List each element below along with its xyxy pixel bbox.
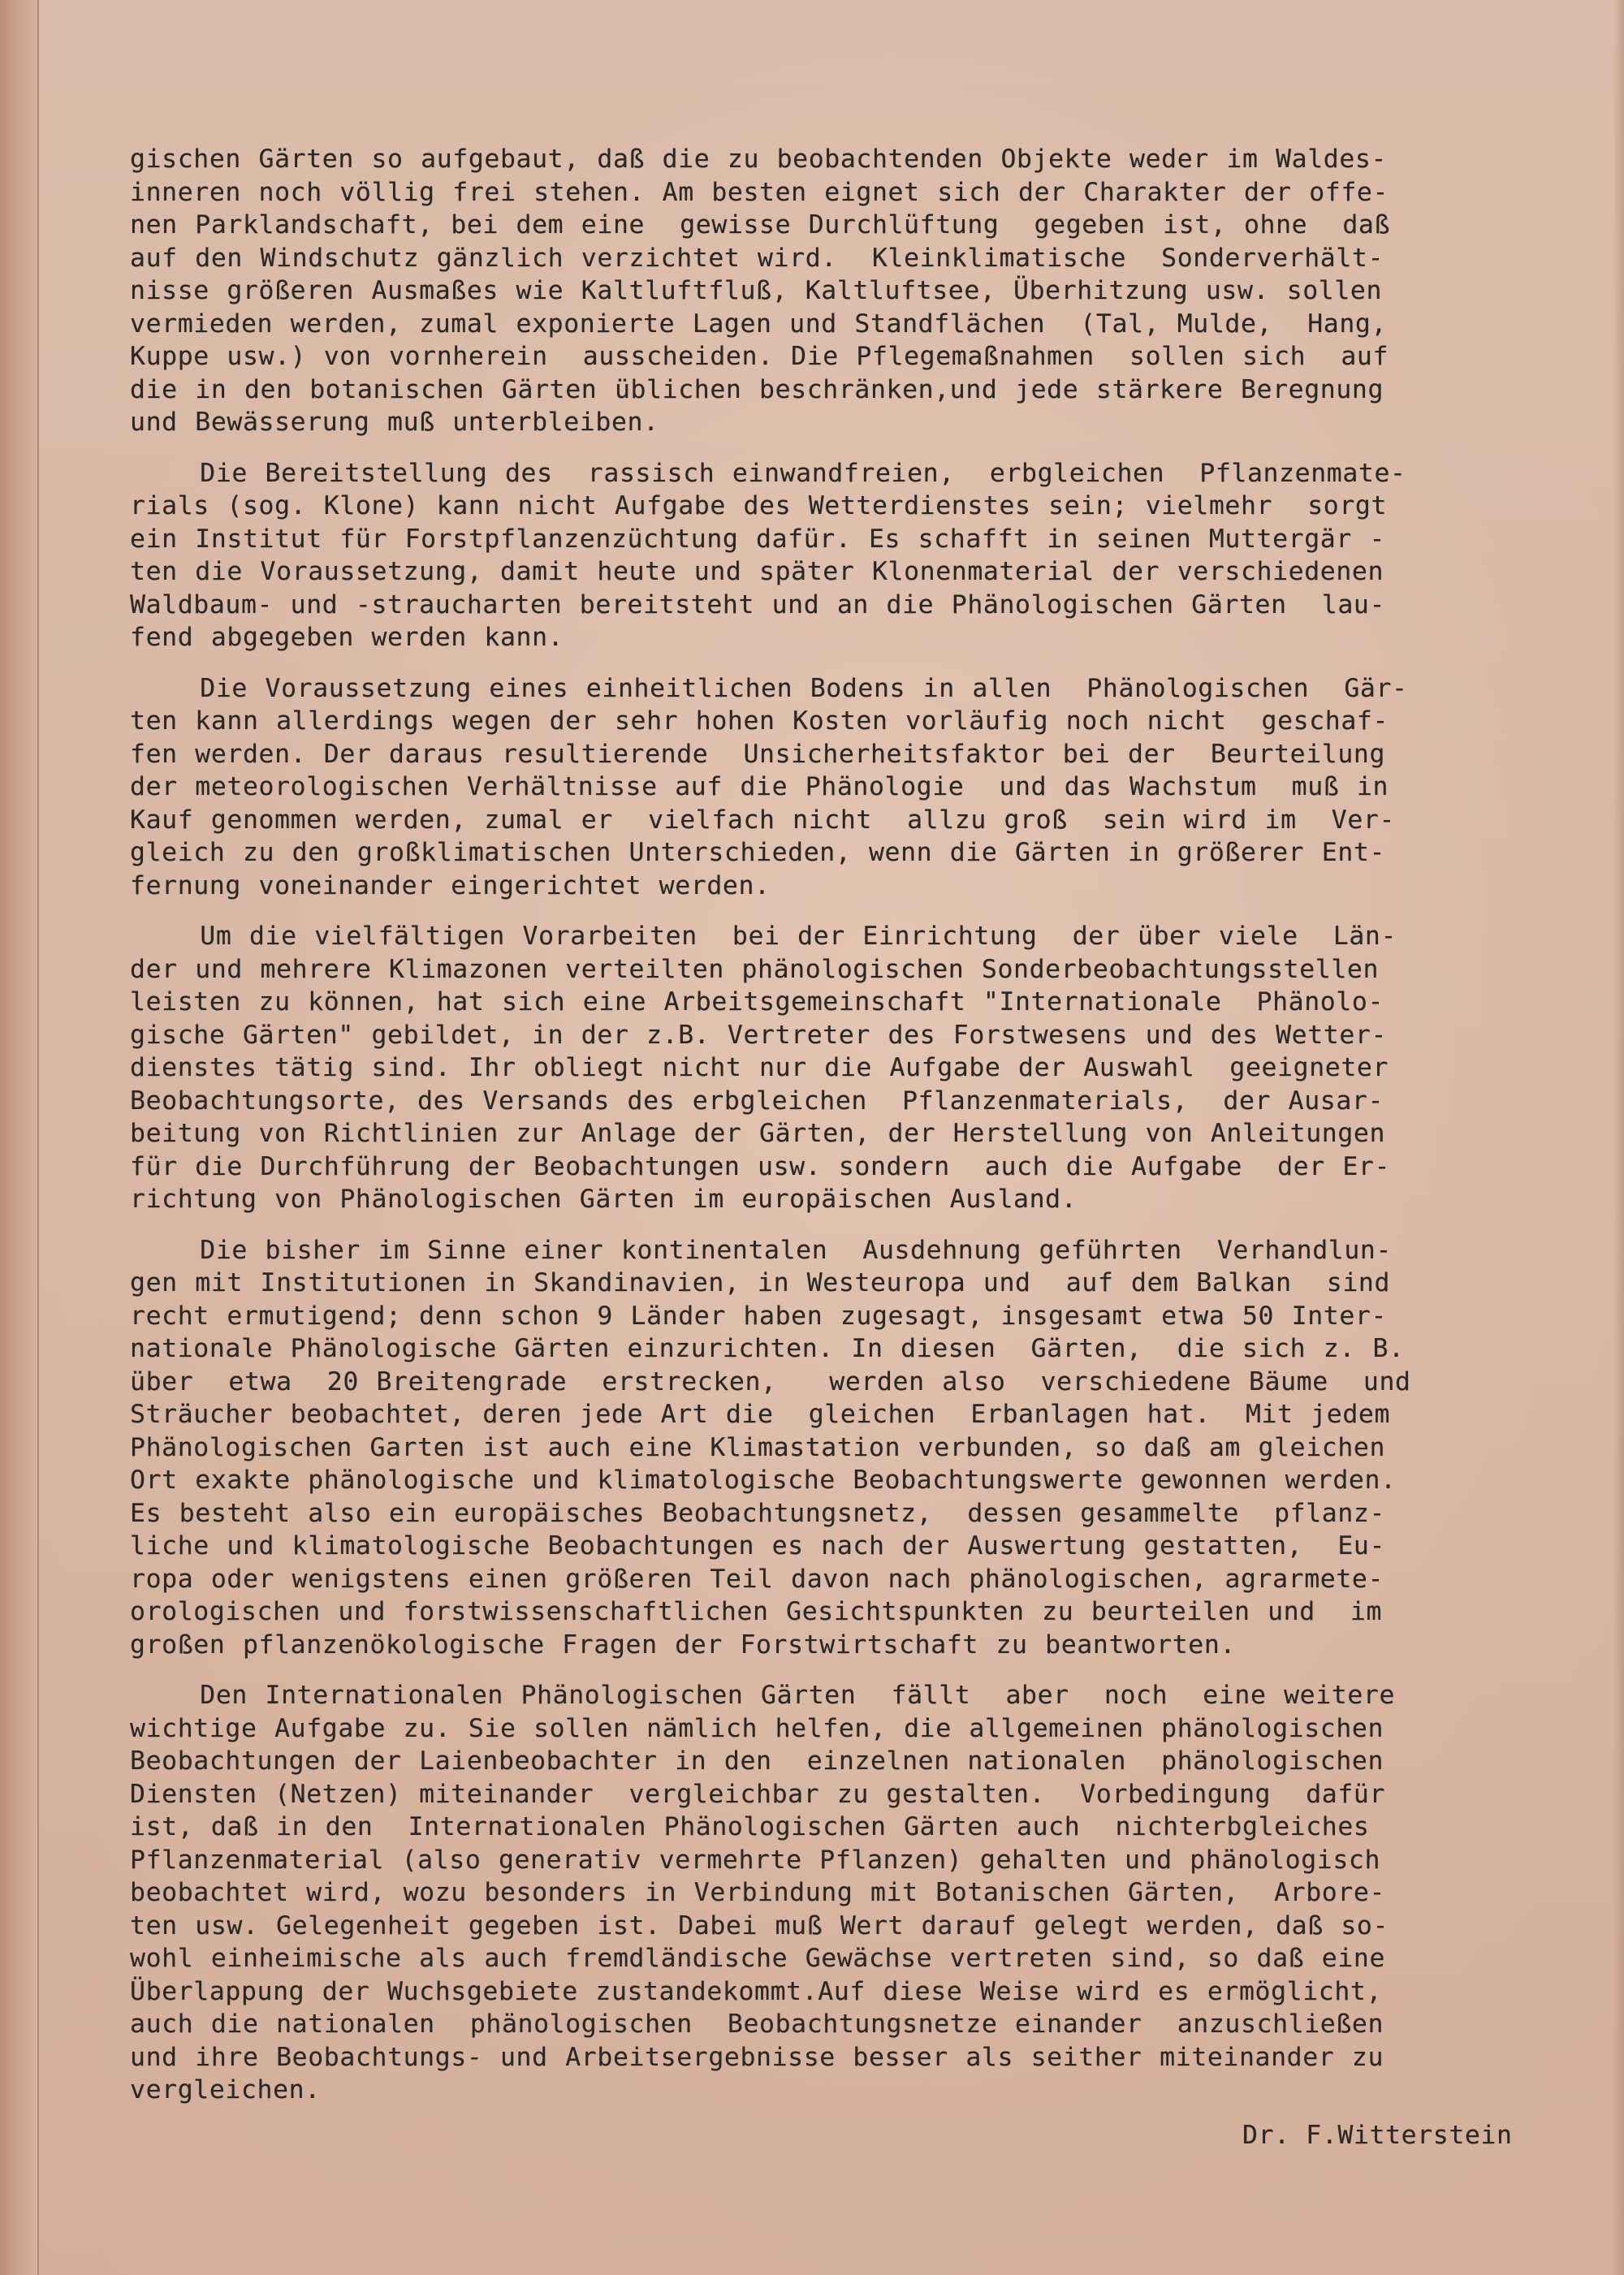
text-line: auf den Windschutz gänzlich verzichtet wird. Kleinklimatische Sonderverhält- [130,243,1384,273]
text-line: Pflanzenmaterial (also generativ vermehrte Pflanzen) gehalten und phänologisch [130,1845,1381,1875]
page-edge-shadow [1613,0,1624,2275]
text-line: Ort exakte phänologische und klimatologische Beobachtungswerte gewonnen werden. [130,1466,1397,1495]
text-line: großen pflanzenökologische Fragen der Forstwirtschaft zu beantworten. [130,1630,1236,1660]
text-line: Überlappung der Wuchsgebiete zustandekommt.Auf diese Weise wird es ermöglicht, [130,1976,1383,2006]
paragraph-gap [130,654,1571,672]
text-line: fernung voneinander eingerichtet werden. [130,870,771,900]
text-line: Die Voraussetzung eines einheitlichen Bodens in allen Phänologischen Gär- [130,673,1408,703]
text-line: beobachtet wird, wozu besonders in Verbindung mit Botanischen Gärten, Arbore- [130,1878,1386,1907]
paragraph-gap [130,439,1571,457]
text-line: leisten zu können, hat sich eine Arbeitsgemeinschaft "Internationale Phänolo- [130,987,1384,1017]
text-line: nationale Phänologische Gärten einzurichten. In diesen Gärten, die sich z. B. [130,1334,1405,1363]
paragraph-gap [130,1661,1571,1679]
text-line: Um die vielfältigen Vorarbeiten bei der Einrichtung der über viele Län- [130,922,1397,951]
text-line: richtung von Phänologischen Gärten im europäischen Ausland. [130,1185,1078,1214]
text-line: fen werden. Der daraus resultierende Unsicherheitsfaktor bei der Beurteilung [130,739,1386,769]
text-line: über etwa 20 Breitengrade erstrecken, werden also verschiedene Bäume und [130,1366,1411,1397]
paragraph [130,920,1571,1216]
text-line: gleich zu den großklimatischen Unterschieden, wenn die Gärten in größerer Ent- [130,838,1386,867]
text-line: ein Institut für Forstpflanzenzüchtung dafür. Es schafft in seinen Muttergär - [130,524,1386,554]
text-line: nen Parklandschaft, bei dem eine gewisse Durchlüftung gegeben ist, ohne daß [130,210,1391,240]
paragraph [130,1234,1571,1662]
text-line: Kuppe usw.) von vornherein ausscheiden. Die Pflegemaßnahmen sollen sich auf [130,342,1389,371]
text-line: und Bewässerung muß unterbleiben. [130,408,659,437]
text-line: Phänologischen Garten ist auch eine Klimastation verbunden, so daß am gleichen [130,1432,1386,1462]
text-line: liche und klimatologische Beobachtungen es nach der Auswertung gestatten, Eu- [130,1531,1386,1561]
text-line: Es besteht also ein europäisches Beobachtungsnetz, dessen gesammelte pflanz- [130,1498,1386,1528]
paragraph-gap [130,902,1571,920]
text-line: inneren noch völlig frei stehen. Am besten eignet sich der Charakter der offe- [130,177,1389,207]
paragraph [130,672,1571,903]
text-line: nisse größeren Ausmaßes wie Kaltluftfluß, Kaltluftsee, Überhitzung usw. sollen [130,276,1383,305]
text-line: ropa oder wenigstens einen größeren Teil davon nach phänologischen, agrarmete- [130,1564,1384,1594]
text-line: Waldbaum- und -straucharten bereitsteht und an die Phänologischen Gärten lau- [130,589,1386,619]
text-line: beitung von Richtlinien zur Anlage der Gärten, der Herstellung von Anleitungen [130,1119,1386,1148]
text-line: orologischen und forstwissenschaftlichen Gesichtspunkten zu beurteilen und im [130,1597,1383,1626]
text-line: rials (sog. Klone) kann nicht Aufgabe des Wetterdienstes sein; vielmehr sorgt [130,491,1388,520]
text-line: wichtige Aufgabe zu. Sie sollen nämlich helfen, die allgemeinen phänologischen [130,1713,1384,1743]
text-line: fend abgegeben werden kann. [130,623,564,652]
text-line: der meteorologischen Verhältnisse auf die Phänologie und das Wachstum muß in [130,772,1389,801]
text-line: Den Internationalen Phänologischen Gärten fällt aber noch eine weitere [130,1681,1396,1710]
text-line: dienstes tätig sind. Ihr obliegt nicht nur die Aufgabe der Auswahl geeigneter [130,1053,1389,1082]
text-line: Beobachtungsorte, des Versands des erbgleichen Pflanzenmaterials, der Ausar- [130,1086,1384,1116]
text-line: gische Gärten" gebildet, in der z.B. Vertreter des Forstwesens und des Wetter- [130,1020,1388,1050]
text-line: ten kann allerdings wegen der sehr hohen Kosten vorläufig noch nicht geschaf- [130,706,1389,736]
paragraph-gap [130,1216,1571,1234]
body-text [130,143,1571,2107]
paragraph [130,143,1571,439]
text-line: ist, daß in den Internationalen Phänologischen Gärten auch nichterbgleiches [130,1812,1370,1841]
text-line: gen mit Institutionen in Skandinavien, in Westeuropa und auf dem Balkan sind [130,1268,1391,1297]
text-line: Die bisher im Sinne einer kontinentalen Ausdehnung geführten Verhandlun- [130,1235,1393,1265]
text-line: und ihre Beobachtungs- und Arbeitsergebnisse besser als seither miteinander zu [130,2042,1384,2072]
text-line: recht ermutigend; denn schon 9 Länder haben zugesagt, insgesamt etwa 50 Inter- [130,1301,1388,1331]
text-line: auch die nationalen phänologischen Beobachtungsnetze einander anzuschließen [130,2010,1384,2039]
text-line: Beobachtungen der Laienbeobachter in den einzelnen nationalen phänologischen [130,1746,1384,1776]
text-line: der und mehrere Klimazonen verteilten phänologischen Sonderbeobachtungsstellen [130,954,1380,984]
text-line: ten die Voraussetzung, damit heute und später Klonenmaterial der verschiedenen [130,557,1384,586]
text-line: die in den botanischen Gärten üblichen beschränken,und jede stärkere Beregnung [130,374,1384,404]
paragraph [130,1679,1571,2107]
binding-edge [0,0,39,2275]
text-line: vermieden werden, zumal exponierte Lagen und Standflächen (Tal, Mulde, Hang, [130,309,1388,339]
text-line: Die Bereitstellung des rassisch einwandfreien, erbgleichen Pflanzenmate- [130,458,1406,488]
text-line: Sträucher beobachtet, deren jede Art die gleichen Erbanlagen hat. Mit jedem [130,1400,1391,1429]
author-signature: Dr. F.Witterstein [1242,2121,1513,2150]
text-line: wohl einheimische als auch fremdländische Gewächse vertreten sind, so daß eine [130,1944,1386,1973]
text-line: vergleichen. [130,2075,321,2104]
text-line: für die Durchführung der Beobachtungen usw. sondern auch die Aufgabe der Er- [130,1151,1391,1181]
text-line: ten usw. Gelegenheit gegeben ist. Dabei muß Wert darauf gelegt werden, daß so- [130,1910,1389,1940]
text-line: Diensten (Netzen) miteinander vergleichbar zu gestalten. Vorbedingung dafür [130,1779,1386,1809]
text-line: gischen Gärten so aufgebaut, daß die zu beobachtenden Objekte weder im Waldes- [130,145,1388,174]
text-line: Kauf genommen werden, zumal er vielfach nicht allzu groß sein wird im Ver- [130,805,1396,835]
paragraph [130,457,1571,654]
